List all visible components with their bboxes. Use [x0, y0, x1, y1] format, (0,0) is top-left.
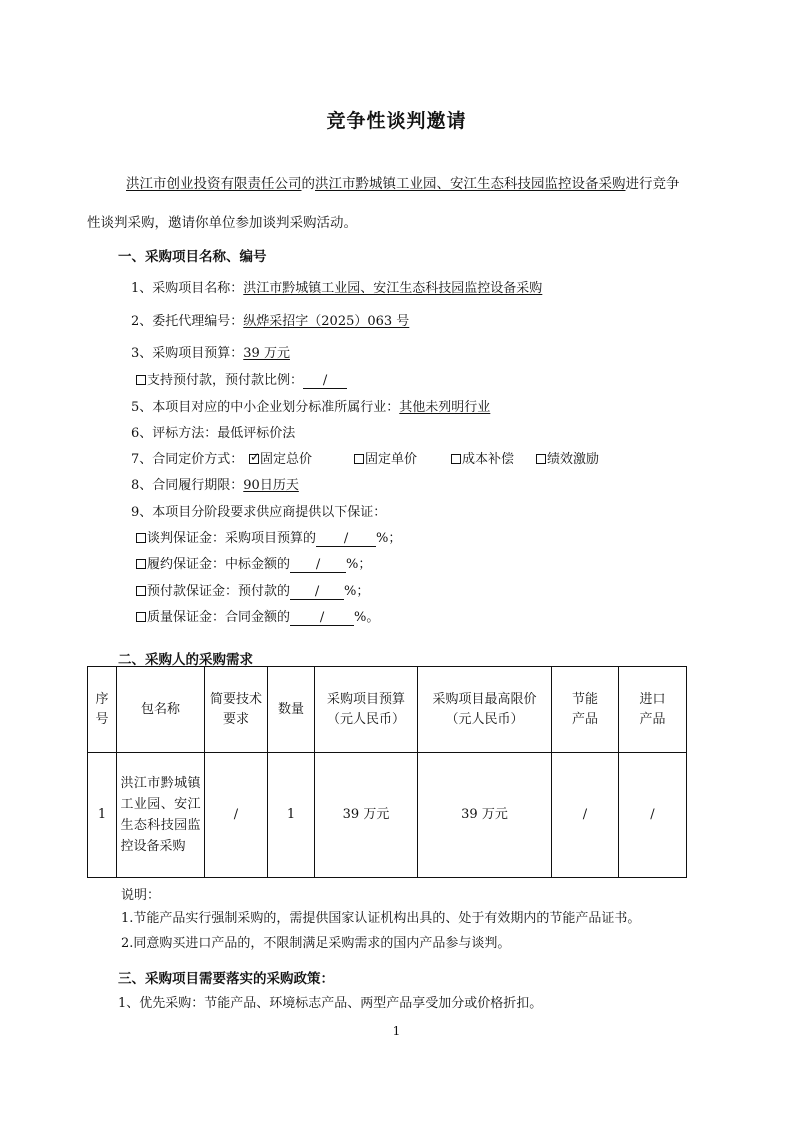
cell-qty: 1	[268, 753, 315, 878]
section3-item1: 1、优先采购：节能产品、环境标志产品、两型产品享受加分或价格折扣。	[118, 996, 543, 1011]
item2-value: 纵烨采招字（2025）063 号	[243, 314, 410, 329]
page-number: 1	[392, 1024, 401, 1038]
intro-connector: 的	[301, 176, 315, 192]
section1-heading: 一、采购项目名称、编号	[118, 249, 267, 265]
guarantee-bid	[136, 527, 401, 547]
table-row	[88, 753, 687, 878]
guarantee-value: /	[290, 558, 346, 573]
guarantee-value: /	[290, 585, 344, 600]
project-name: 洪江市黔城镇工业园、安江生态科技园监控设备采购	[315, 176, 626, 192]
item-guarantee-intro: 9、本项目分阶段要求供应商提供以下保证：	[131, 505, 387, 520]
notes-title: 说明：	[121, 888, 161, 903]
guarantee-suffix: %；	[376, 531, 402, 546]
header-tech: 简要技术要求	[205, 667, 268, 753]
page-title: 竞争性谈判邀请	[326, 110, 467, 132]
header-qty: 数量	[268, 667, 315, 753]
pricing-option-fixed-total[interactable]	[249, 448, 312, 467]
guarantee-suffix: %；	[344, 584, 370, 599]
cell-energy: /	[552, 753, 619, 878]
guarantee-suffix: %；	[346, 557, 372, 572]
guarantee-suffix: %。	[354, 610, 380, 625]
cell-tech: /	[205, 753, 268, 878]
header-seq: 序号	[88, 667, 117, 753]
guarantee-value: /	[316, 532, 376, 547]
item8-value: 90日历天	[243, 478, 299, 493]
guarantee-advance	[136, 580, 369, 600]
requirements-table	[87, 666, 687, 878]
item-advance-payment	[136, 369, 347, 389]
guarantee-label: 履约保证金：中标金额的	[147, 557, 291, 572]
item2-label: 2、委托代理编号：	[131, 314, 244, 329]
item-evaluation-method: 6、评标方法：最低评标价法	[131, 426, 296, 441]
section3-heading: 三、采购项目需要落实的采购政策：	[118, 971, 334, 987]
cell-max-price: 39 万元	[418, 753, 552, 878]
guarantee-label: 质量保证金：合同金额的	[147, 610, 291, 625]
pricing-option-label: 成本补偿	[462, 452, 515, 467]
header-energy: 节能产品	[552, 667, 619, 753]
guarantee-performance	[136, 553, 371, 573]
cell-seq: 1	[88, 753, 117, 878]
header-name: 包名称	[117, 667, 205, 753]
pricing-option-label: 固定单价	[365, 452, 418, 467]
item-contract-term	[131, 474, 299, 493]
pricing-option-label: 绩效激励	[547, 452, 600, 467]
advance-checkbox[interactable]	[136, 375, 146, 385]
header-max-price: 采购项目最高限价（元人民币）	[418, 667, 552, 753]
section2-heading: 二、采购人的采购需求	[118, 652, 253, 668]
item1-value: 洪江市黔城镇工业园、安江生态科技园监控设备采购	[243, 281, 543, 296]
checkbox-icon	[354, 454, 364, 464]
item-industry	[131, 396, 490, 415]
guarantee-value: /	[290, 611, 354, 626]
item-project-name	[131, 277, 542, 296]
checkbox-icon	[536, 454, 546, 464]
checkbox-icon	[451, 454, 461, 464]
cell-import: /	[619, 753, 687, 878]
performance-guarantee-checkbox[interactable]	[136, 559, 146, 569]
checked-box-icon	[249, 454, 259, 464]
item3-value: 39 万元	[243, 346, 290, 361]
note-item: 1.节能产品实行强制采购的，需提供国家认证机构出具的、处于有效期内的节能产品证书。	[121, 911, 641, 926]
guarantee-label: 预付款保证金：预付款的	[147, 584, 291, 599]
guarantee-quality	[136, 606, 379, 626]
intro-line1	[126, 172, 680, 192]
item-agency-code	[131, 310, 409, 329]
intro-tail: 进行竞争	[625, 176, 680, 192]
pricing-option-label: 固定总价	[260, 452, 313, 467]
item1-label: 1、采购项目名称：	[131, 281, 244, 296]
pricing-option-cost-plus[interactable]	[451, 448, 514, 467]
item-pricing-method	[131, 448, 243, 467]
intro-line2: 性谈判采购，邀请你单位参加谈判采购活动。	[87, 215, 357, 231]
table-header-row	[88, 667, 687, 753]
pricing-option-fixed-unit[interactable]	[354, 448, 417, 467]
advance-ratio-value: /	[303, 374, 347, 389]
quality-guarantee-checkbox[interactable]	[136, 612, 146, 622]
item5-value: 其他未列明行业	[399, 400, 491, 415]
note-item: 2.同意购买进口产品的，不限制满足采购需求的国内产品参与谈判。	[121, 936, 511, 951]
item-budget	[131, 342, 290, 361]
buyer-name: 洪江市创业投资有限责任公司	[126, 176, 302, 192]
guarantee-label: 谈判保证金：采购项目预算的	[147, 531, 317, 546]
item8-label: 8、合同履行期限：	[131, 478, 244, 493]
header-import: 进口产品	[619, 667, 687, 753]
cell-budget: 39 万元	[315, 753, 418, 878]
bid-guarantee-checkbox[interactable]	[136, 533, 146, 543]
item5-label: 5、本项目对应的中小企业划分标准所属行业：	[131, 400, 400, 415]
cell-name: 洪江市黔城镇工业园、安江生态科技园监控设备采购	[117, 753, 205, 878]
pricing-option-performance[interactable]	[536, 448, 599, 467]
header-budget: 采购项目预算（元人民币）	[315, 667, 418, 753]
advance-label: 支持预付款，预付款比例：	[147, 373, 304, 388]
advance-guarantee-checkbox[interactable]	[136, 586, 146, 596]
item3-label: 3、采购项目预算：	[131, 346, 244, 361]
item7-label: 7、合同定价方式：	[131, 452, 244, 467]
